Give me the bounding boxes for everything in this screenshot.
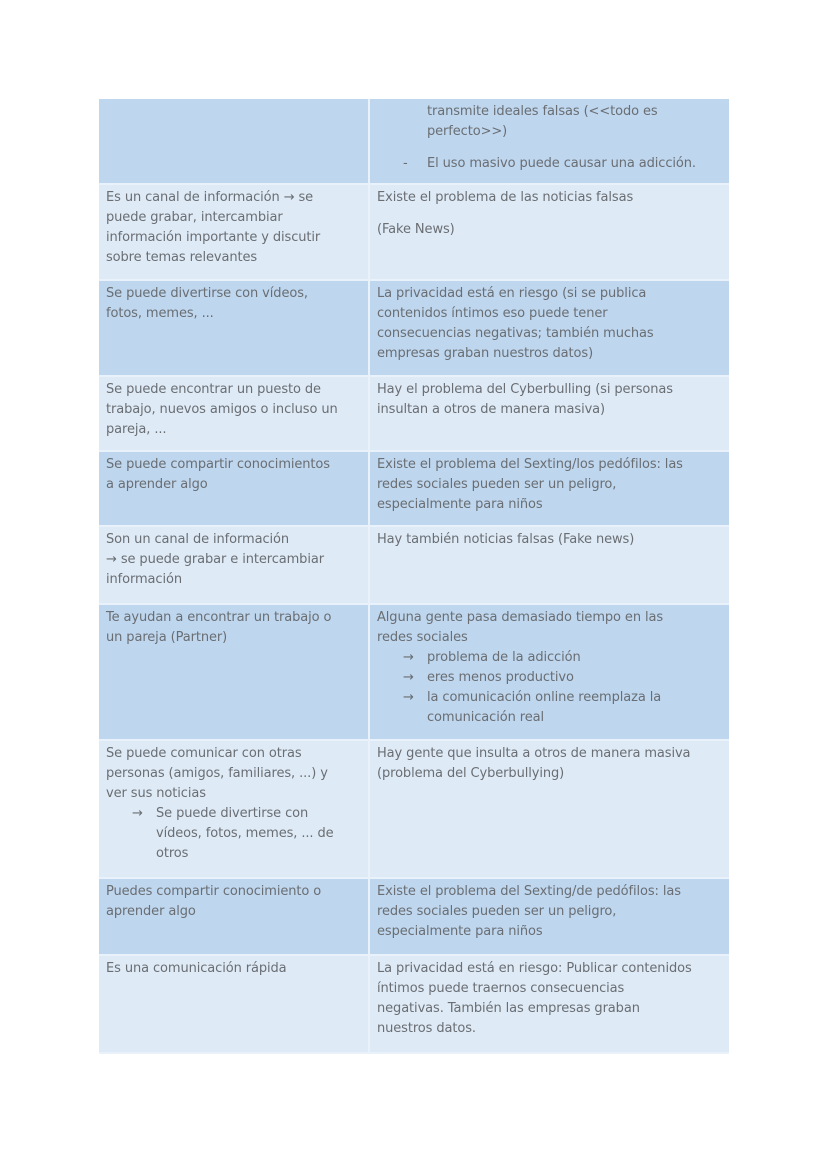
advantage-cell (99, 377, 370, 450)
line-text: Es un canal de información → se (106, 190, 314, 205)
cell-text-line (106, 882, 361, 902)
line-text: problema de la adicción (427, 650, 581, 665)
cell-text-line (377, 922, 722, 942)
line-text: aprender algo (106, 904, 196, 919)
line-text: Son un canal de información (106, 532, 290, 547)
line-text: Alguna gente pasa demasiado tiempo en las (377, 610, 664, 625)
disadvantage-cell (370, 452, 729, 525)
cell-text-line (377, 1019, 722, 1039)
cell-text-line (106, 764, 361, 784)
line-text: La privacidad está en riesgo: Publicar contenidos (377, 961, 692, 976)
line-text: puede grabar, intercambiar (106, 210, 283, 225)
cell-text-line (377, 102, 722, 122)
cell-text-line (106, 608, 361, 628)
line-text: la comunicación online reemplaza la (427, 690, 662, 705)
cell-text-line (106, 844, 361, 864)
line-text: comunicación real (427, 710, 544, 725)
line-text: un pareja (Partner) (106, 630, 228, 645)
cell-text-line (377, 999, 722, 1019)
table-row (99, 281, 729, 377)
table-row (99, 605, 729, 741)
table-row (99, 879, 729, 956)
cell-text-line (377, 400, 722, 420)
cell-text-line (106, 530, 361, 550)
advantage-cell (99, 605, 370, 739)
cell-text-line (377, 744, 722, 764)
cell-text-line (106, 455, 361, 475)
line-text: información (106, 572, 182, 587)
line-text: Es una comunicación rápida (106, 961, 287, 976)
table-row (99, 527, 729, 605)
cell-text-line (106, 550, 361, 570)
line-text: Existe el problema del Sexting/los pedófilos: las (377, 457, 683, 472)
line-text: sobre temas relevantes (106, 250, 258, 265)
cell-text-line (106, 902, 361, 922)
cell-text-line (377, 530, 722, 550)
line-text: transmite ideales falsas (<<todo es (427, 104, 658, 119)
disadvantage-cell (370, 605, 729, 739)
cell-text-line (106, 248, 361, 268)
line-text: → se puede grabar e intercambiar (106, 552, 324, 567)
cell-text-line (377, 608, 722, 628)
line-text: otros (156, 846, 189, 861)
pros-cons-table (99, 99, 729, 1054)
line-text: insultan a otros de manera masiva) (377, 402, 606, 417)
line-text: redes sociales pueden ser un peligro, (377, 477, 617, 492)
cell-text-line (377, 764, 722, 784)
cell-text-line (377, 284, 722, 304)
cell-text-line (377, 220, 722, 240)
cell-text-line (377, 475, 722, 495)
line-text: vídeos, fotos, memes, ... de (156, 826, 334, 841)
line-text: Se puede encontrar un puesto de (106, 382, 321, 397)
line-text: Existe el problema de las noticias falsas (377, 190, 634, 205)
cell-text-line (377, 959, 722, 979)
cell-text-line (106, 824, 361, 844)
disadvantage-cell (370, 527, 729, 603)
advantage-cell (99, 185, 370, 279)
cell-text-line (106, 188, 361, 208)
cell-text-line (106, 208, 361, 228)
advantage-cell (99, 879, 370, 954)
disadvantage-cell (370, 281, 729, 375)
line-text: El uso masivo puede causar una adicción. (427, 156, 696, 171)
table-row (99, 956, 729, 1054)
line-text: Existe el problema del Sexting/de pedófilos: las (377, 884, 681, 899)
table-row (99, 377, 729, 452)
cell-text-line (377, 979, 722, 999)
cell-text-line (106, 570, 361, 590)
line-text: perfecto>>) (427, 124, 508, 139)
line-text: pareja, ... (106, 422, 167, 437)
advantage-cell (99, 99, 370, 183)
cell-text-line (106, 628, 361, 648)
cell-text-line (106, 380, 361, 400)
line-text: redes sociales (377, 630, 468, 645)
cell-text-line (377, 304, 722, 324)
disadvantage-cell (370, 99, 729, 183)
cell-text-line (377, 495, 722, 515)
cell-text-line (106, 959, 361, 979)
disadvantage-cell (370, 741, 729, 877)
cell-text-line (377, 628, 722, 648)
line-text: Se puede divertirse con vídeos, (106, 286, 308, 301)
line-text: Se puede compartir conocimientos (106, 457, 330, 472)
line-text: contenidos íntimos eso puede tener (377, 306, 608, 321)
cell-text-line (106, 400, 361, 420)
cell-text-line (106, 420, 361, 440)
cell-text-line (377, 324, 722, 344)
disadvantage-cell (370, 956, 729, 1052)
cell-text-line (377, 344, 722, 364)
line-text: Te ayudan a encontrar un trabajo o (106, 610, 332, 625)
advantage-cell (99, 452, 370, 525)
line-text: información importante y discutir (106, 230, 321, 245)
line-text: a aprender algo (106, 477, 208, 492)
line-text: (Fake News) (377, 222, 455, 237)
line-text: negativas. También las empresas graban (377, 1001, 640, 1016)
line-text: Se puede divertirse con (156, 806, 309, 821)
cell-text-line (377, 154, 722, 174)
table-row (99, 185, 729, 281)
line-text: consecuencias negativas; también muchas (377, 326, 654, 341)
table-row (99, 741, 729, 879)
cell-text-line (106, 284, 361, 304)
dash-bullet-icon: - (403, 156, 408, 171)
line-text: La privacidad está en riesgo (si se publica (377, 286, 647, 301)
table-row (99, 452, 729, 527)
cell-text-line (106, 744, 361, 764)
cell-text-line (377, 380, 722, 400)
cell-text-line (377, 668, 722, 688)
cell-text-line (106, 304, 361, 324)
line-text: eres menos productivo (427, 670, 574, 685)
line-text: Hay también noticias falsas (Fake news) (377, 532, 635, 547)
cell-text-line (106, 784, 361, 804)
cell-text-line (377, 882, 722, 902)
cell-text-line (377, 455, 722, 475)
cell-text-line (377, 688, 722, 708)
line-text: empresas graban nuestros datos) (377, 346, 594, 361)
advantage-cell (99, 527, 370, 603)
arrow-bullet-icon: → (403, 690, 414, 705)
cell-text-line (377, 902, 722, 922)
line-text: especialmente para niños (377, 924, 543, 939)
arrow-bullet-icon: → (403, 670, 414, 685)
arrow-bullet-icon: → (132, 806, 143, 821)
cell-text-line (377, 648, 722, 668)
advantage-cell (99, 956, 370, 1052)
line-text: personas (amigos, familiares, ...) y (106, 766, 328, 781)
line-text: nuestros datos. (377, 1021, 476, 1036)
advantage-cell (99, 741, 370, 877)
line-text: Hay gente que insulta a otros de manera masiva (377, 746, 691, 761)
line-text: fotos, memes, ... (106, 306, 214, 321)
cell-text-line (106, 228, 361, 248)
cell-text-line (377, 188, 722, 208)
advantage-cell (99, 281, 370, 375)
line-text: Se puede comunicar con otras (106, 746, 302, 761)
line-text: íntimos puede traernos consecuencias (377, 981, 625, 996)
line-text: Hay el problema del Cyberbulling (si personas (377, 382, 673, 397)
disadvantage-cell (370, 185, 729, 279)
cell-text-line (106, 804, 361, 824)
cell-text-line (106, 475, 361, 495)
line-text: especialmente para niños (377, 497, 543, 512)
cell-text-line (377, 708, 722, 728)
disadvantage-cell (370, 879, 729, 954)
line-text: Puedes compartir conocimiento o (106, 884, 322, 899)
table-row (99, 99, 729, 185)
line-text: redes sociales pueden ser un peligro, (377, 904, 617, 919)
line-text: ver sus noticias (106, 786, 206, 801)
disadvantage-cell (370, 377, 729, 450)
arrow-bullet-icon: → (403, 650, 414, 665)
cell-text-line (377, 122, 722, 142)
line-text: trabajo, nuevos amigos o incluso un (106, 402, 338, 417)
line-text: (problema del Cyberbullying) (377, 766, 565, 781)
